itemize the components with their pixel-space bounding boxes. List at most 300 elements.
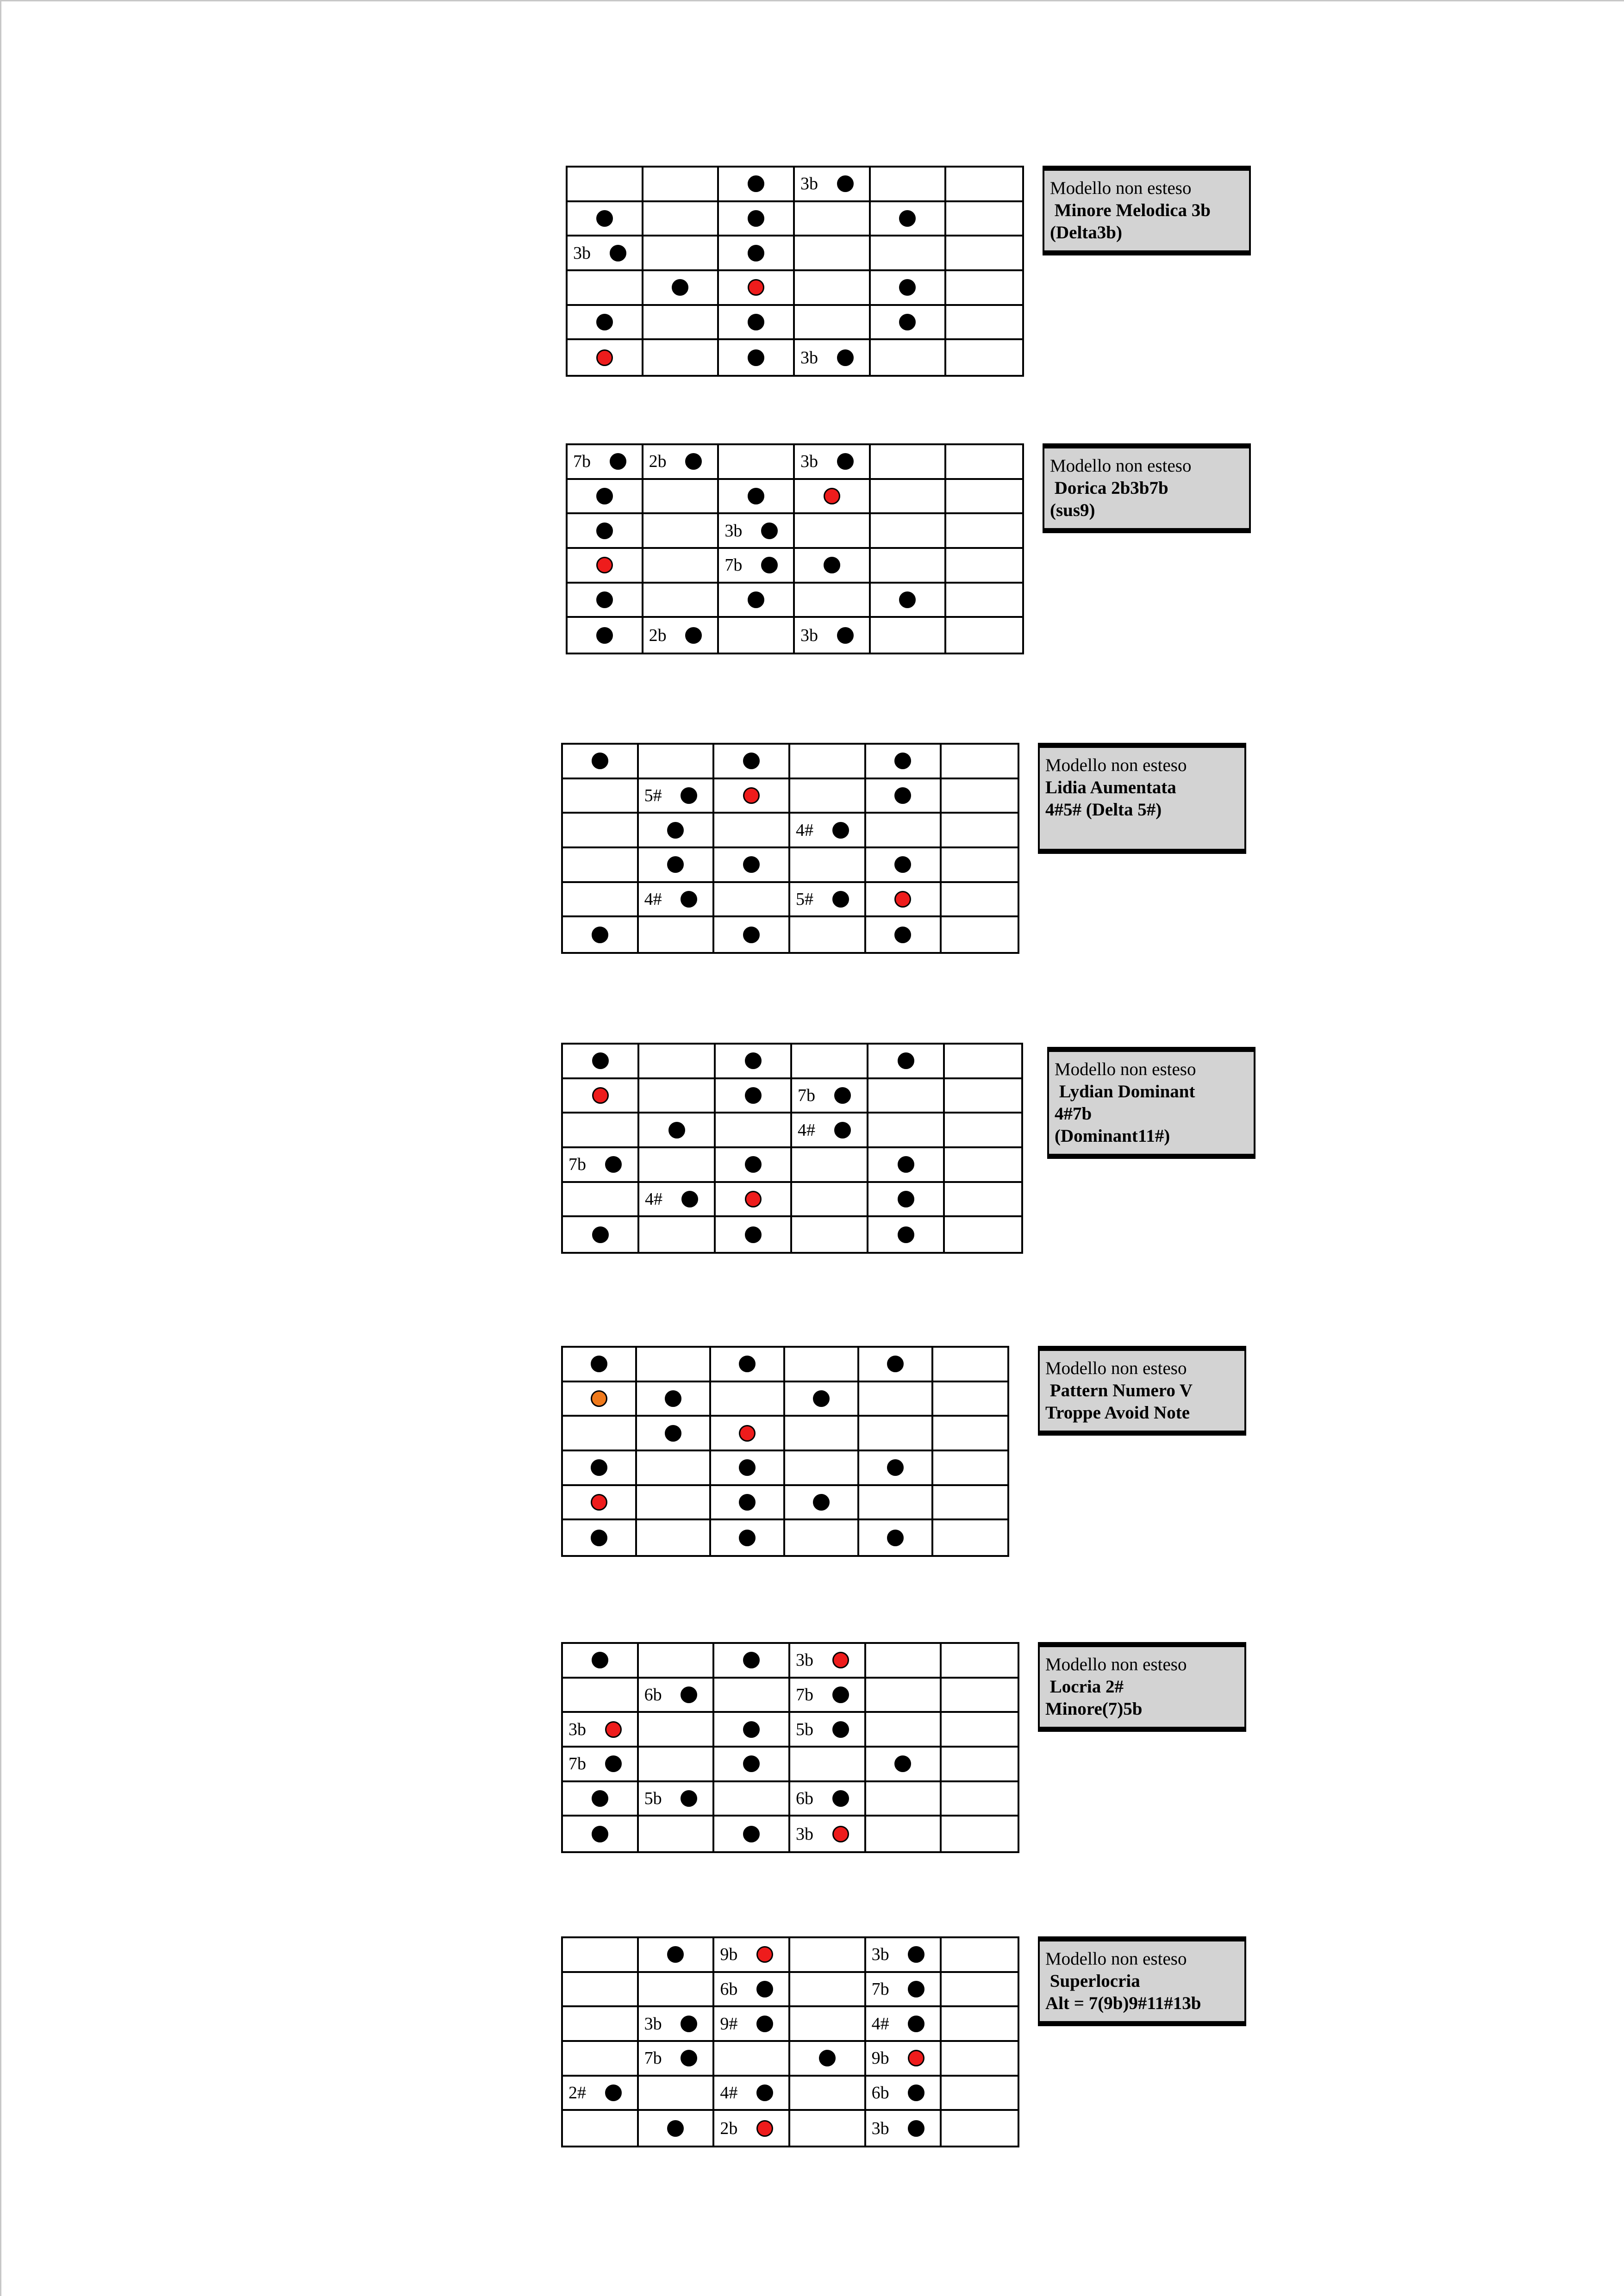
fret-cell (563, 1451, 637, 1486)
fret-cell (785, 1417, 859, 1451)
interval-label: 3b (871, 2118, 889, 2138)
fret-cell (946, 306, 1022, 341)
note-dot (813, 1494, 830, 1511)
note-dot (668, 1122, 685, 1139)
note-dot (813, 1390, 830, 1407)
fret-cell (639, 883, 715, 918)
note-dot (824, 557, 840, 573)
fret-cell (942, 2077, 1018, 2111)
fret-cell (942, 1782, 1018, 1817)
fret-cell (637, 1520, 711, 1555)
fret-cell (790, 1817, 866, 1851)
note-dot (667, 2120, 684, 2137)
fret-cell (945, 1148, 1021, 1183)
fret-cell (790, 1679, 866, 1713)
fret-cell (945, 1217, 1021, 1252)
fret-cell (946, 480, 1022, 515)
fret-cell (868, 1148, 945, 1183)
fret-cell (942, 1817, 1018, 1851)
fret-cell (568, 306, 643, 341)
note-dot (672, 279, 688, 296)
fret-cell (711, 1486, 785, 1521)
note-dot (908, 1981, 924, 1997)
fret-cell (942, 2042, 1018, 2077)
note-dot (605, 1156, 622, 1173)
note-dot (898, 1156, 914, 1173)
fret-cell (942, 883, 1018, 918)
caption-scale-name: Pattern Numero V (1045, 1381, 1193, 1400)
fret-cell (639, 848, 715, 883)
note-dot (756, 2084, 773, 2101)
caption-scale-name: (Dominant11#) (1055, 1126, 1170, 1146)
fret-cell (866, 2077, 942, 2111)
interval-label: 3b (644, 2014, 662, 2034)
caption-model-line: Modello non esteso (1050, 178, 1192, 198)
fret-cell (563, 2007, 639, 2042)
fret-cell (714, 1644, 790, 1679)
note-dot (745, 1087, 762, 1104)
caption-scale-name: 4#5# (Delta 5#) (1045, 800, 1162, 820)
note-dot (665, 1390, 681, 1407)
scale-fretboard-5 (561, 1346, 1009, 1557)
caption-model-line: Modello non esteso (1045, 1655, 1187, 1674)
note-dot (745, 1052, 762, 1069)
fret-cell (568, 480, 643, 515)
fret-cell (714, 1748, 790, 1782)
note-dot (748, 488, 764, 504)
scale-caption-6 (1038, 1642, 1246, 1732)
fret-cell (785, 1451, 859, 1486)
interval-label: 2b (649, 625, 667, 645)
interval-label: 6b (796, 1788, 813, 1808)
fret-cell (933, 1348, 1007, 1382)
fret-cell (639, 917, 715, 952)
note-dot (745, 1226, 762, 1243)
interval-label: 3b (800, 452, 818, 472)
note-dot (894, 1755, 911, 1772)
fret-cell (719, 514, 795, 549)
note-dot (596, 627, 613, 644)
interval-label: 2b (720, 2118, 738, 2138)
note-dot (908, 2120, 924, 2137)
note-dot (743, 1755, 760, 1772)
fret-cell (871, 445, 947, 480)
root-note-dot (748, 279, 764, 296)
fret-cell (719, 584, 795, 618)
fret-cell (866, 1644, 942, 1679)
fret-cell (643, 340, 719, 375)
note-dot (596, 314, 613, 330)
fret-cell (637, 1382, 711, 1417)
caption-scale-name: 4#7b (1055, 1104, 1092, 1124)
interval-label: 4# (796, 820, 813, 840)
fret-cell (868, 1114, 945, 1148)
note-dot (908, 2084, 924, 2101)
note-dot (748, 349, 764, 366)
scale-fretboard-6 (561, 1642, 1019, 1853)
fret-cell (643, 168, 719, 202)
fret-cell (790, 745, 866, 779)
avoid-note-dot (591, 1390, 607, 1407)
note-dot (837, 453, 854, 470)
interval-label: 3b (800, 174, 818, 194)
fret-cell (563, 917, 639, 952)
fret-cell (866, 1748, 942, 1782)
fret-cell (563, 1973, 639, 2008)
note-dot (610, 245, 626, 261)
note-dot (681, 891, 697, 908)
fret-cell (563, 745, 639, 779)
note-dot (899, 210, 916, 227)
fret-cell (946, 514, 1022, 549)
fret-cell (714, 2042, 790, 2077)
fret-cell (790, 2042, 866, 2077)
fret-cell (714, 883, 790, 918)
note-dot (832, 1790, 849, 1807)
note-dot (743, 927, 760, 943)
scale-caption-4 (1047, 1047, 1255, 1159)
interval-label: 3b (800, 625, 818, 645)
note-dot (837, 627, 854, 644)
fret-cell (643, 584, 719, 618)
fret-cell (711, 1451, 785, 1486)
fret-cell (714, 814, 790, 848)
fret-cell (643, 202, 719, 237)
caption-model-line: Modello non esteso (1050, 456, 1192, 476)
fret-cell (568, 445, 643, 480)
fret-cell (714, 2007, 790, 2042)
note-dot (748, 245, 764, 261)
fret-cell (563, 1748, 639, 1782)
note-dot (667, 1946, 684, 1963)
caption-model-line: Modello non esteso (1045, 1949, 1187, 1969)
fret-cell (714, 745, 790, 779)
fret-cell (563, 1782, 639, 1817)
interval-label: 7b (796, 1685, 813, 1705)
fret-cell (639, 1644, 715, 1679)
fret-cell (716, 1148, 792, 1183)
root-note-dot (832, 1652, 849, 1668)
fret-cell (714, 1713, 790, 1748)
interval-label: 3b (796, 1650, 813, 1670)
note-dot (894, 856, 911, 873)
fret-cell (795, 306, 871, 341)
fret-cell (716, 1183, 792, 1218)
fret-cell (714, 2111, 790, 2146)
note-dot (761, 523, 778, 539)
fret-cell (639, 2007, 715, 2042)
caption-scale-name: Minore Melodica 3b (1050, 200, 1211, 220)
fret-cell (711, 1520, 785, 1555)
note-dot (592, 1226, 609, 1243)
fret-cell (866, 848, 942, 883)
fret-cell (945, 1079, 1021, 1114)
note-dot (898, 1052, 914, 1069)
fret-cell (714, 917, 790, 952)
fret-cell (866, 745, 942, 779)
page-edge-top (0, 0, 1624, 1)
fret-cell (866, 1938, 942, 1973)
note-dot (605, 2084, 622, 2101)
fret-cell (792, 1183, 868, 1218)
fret-cell (785, 1382, 859, 1417)
note-dot (819, 2050, 836, 2066)
note-dot (899, 279, 916, 296)
fret-cell (790, 1782, 866, 1817)
interval-label: 5# (644, 785, 662, 805)
note-dot (592, 1652, 608, 1668)
fret-cell (639, 779, 715, 814)
fret-cell (868, 1217, 945, 1252)
fret-cell (942, 2111, 1018, 2146)
fret-cell (942, 1644, 1018, 1679)
note-dot (756, 1981, 773, 1997)
fret-cell (790, 2007, 866, 2042)
note-dot (837, 349, 854, 366)
fret-cell (942, 745, 1018, 779)
interval-label: 6b (871, 2083, 889, 2103)
fret-cell (719, 306, 795, 341)
fret-cell (871, 236, 947, 271)
fret-cell (568, 271, 643, 306)
fret-cell (563, 1520, 637, 1555)
scale-fretboard-4 (561, 1043, 1023, 1254)
note-dot (685, 627, 702, 644)
fret-cell (714, 1782, 790, 1817)
fret-cell (785, 1348, 859, 1382)
fret-cell (563, 1045, 639, 1079)
fret-cell (639, 1973, 715, 2008)
interval-label: 9b (720, 1945, 738, 1965)
fret-cell (719, 202, 795, 237)
note-dot (832, 1686, 849, 1703)
interval-label: 6b (720, 1979, 738, 1999)
fret-cell (795, 480, 871, 515)
fret-cell (716, 1079, 792, 1114)
fret-cell (714, 848, 790, 883)
fret-cell (639, 1817, 715, 1851)
note-dot (739, 1459, 756, 1476)
fret-cell (719, 549, 795, 584)
note-dot (685, 453, 702, 470)
caption-model-line: Modello non esteso (1045, 755, 1187, 775)
note-dot (894, 753, 911, 769)
fret-cell (790, 1938, 866, 1973)
fret-cell (866, 814, 942, 848)
fret-cell (639, 1079, 716, 1114)
note-dot (743, 1826, 760, 1842)
interval-label: 2# (568, 2083, 586, 2103)
fret-cell (637, 1451, 711, 1486)
fret-cell (563, 1644, 639, 1679)
caption-scale-name: Dorica 2b3b7b (1050, 478, 1168, 498)
interval-label: 9b (871, 2048, 889, 2068)
interval-label: 3b (871, 1945, 889, 1965)
fret-cell (946, 618, 1022, 653)
interval-label: 7b (573, 452, 591, 472)
fret-cell (795, 340, 871, 375)
fret-cell (795, 168, 871, 202)
fret-cell (639, 2042, 715, 2077)
fret-cell (866, 1817, 942, 1851)
caption-model-line: Modello non esteso (1045, 1358, 1187, 1378)
fret-cell (795, 549, 871, 584)
fret-cell (871, 340, 947, 375)
fret-cell (945, 1114, 1021, 1148)
fret-cell (792, 1114, 868, 1148)
note-dot (681, 2016, 697, 2032)
fret-cell (792, 1079, 868, 1114)
note-dot (894, 787, 911, 804)
fret-cell (946, 202, 1022, 237)
fret-cell (563, 814, 639, 848)
note-dot (908, 1946, 924, 1963)
fret-cell (790, 883, 866, 918)
note-dot (837, 175, 854, 192)
interval-label: 9# (720, 2014, 738, 2034)
note-dot (592, 753, 608, 769)
interval-label: 4# (720, 2083, 738, 2103)
fret-cell (933, 1382, 1007, 1417)
fret-cell (942, 917, 1018, 952)
note-dot (592, 1826, 608, 1842)
note-dot (899, 591, 916, 608)
interval-label: 5# (796, 889, 813, 909)
note-dot (899, 314, 916, 330)
note-dot (605, 1755, 622, 1772)
fret-cell (790, 1973, 866, 2008)
caption-scale-name: Alt = 7(9b)9#11#13b (1045, 1993, 1201, 2013)
fret-cell (945, 1045, 1021, 1079)
interval-label: 4# (871, 2014, 889, 2034)
fret-cell (563, 2042, 639, 2077)
fret-cell (795, 584, 871, 618)
fret-cell (639, 1679, 715, 1713)
page-edge-left (0, 0, 1, 2296)
fret-cell (714, 1817, 790, 1851)
fret-cell (868, 1183, 945, 1218)
fret-cell (795, 514, 871, 549)
fret-cell (942, 779, 1018, 814)
root-note-dot (605, 1721, 622, 1738)
fret-cell (790, 814, 866, 848)
note-dot (894, 927, 911, 943)
scale-caption-2 (1043, 443, 1251, 533)
fret-cell (946, 271, 1022, 306)
note-dot (681, 1790, 697, 1807)
interval-label: 7b (798, 1085, 815, 1105)
root-note-dot (756, 1946, 773, 1963)
interval-label: 3b (800, 348, 818, 367)
note-dot (887, 1530, 904, 1546)
scale-caption-5 (1038, 1346, 1246, 1436)
fret-cell (866, 2007, 942, 2042)
note-dot (832, 822, 849, 839)
note-dot (748, 175, 764, 192)
fret-cell (563, 1079, 639, 1114)
caption-scale-name: Locria 2# (1045, 1677, 1124, 1697)
fret-cell (711, 1348, 785, 1382)
fret-cell (790, 1644, 866, 1679)
fret-cell (719, 340, 795, 375)
root-note-dot (591, 1494, 607, 1511)
fret-cell (711, 1382, 785, 1417)
scale-caption-1 (1043, 166, 1251, 255)
note-dot (592, 1790, 608, 1807)
fret-cell (568, 202, 643, 237)
fret-cell (637, 1417, 711, 1451)
interval-label: 7b (568, 1754, 586, 1774)
fret-cell (568, 618, 643, 653)
fret-cell (637, 1486, 711, 1521)
fret-cell (859, 1520, 933, 1555)
root-note-dot (745, 1191, 762, 1207)
note-dot (610, 453, 626, 470)
fret-cell (639, 1782, 715, 1817)
fret-cell (568, 584, 643, 618)
fret-cell (942, 1748, 1018, 1782)
fret-cell (946, 445, 1022, 480)
fret-cell (792, 1217, 868, 1252)
fret-cell (945, 1183, 1021, 1218)
note-dot (743, 1721, 760, 1738)
fret-cell (639, 814, 715, 848)
fret-cell (568, 168, 643, 202)
note-dot (834, 1087, 851, 1104)
note-dot (739, 1494, 756, 1511)
fret-cell (785, 1520, 859, 1555)
fret-cell (714, 1679, 790, 1713)
fret-cell (563, 1148, 639, 1183)
fret-cell (563, 1183, 639, 1218)
fret-cell (933, 1451, 1007, 1486)
fret-cell (568, 549, 643, 584)
fret-cell (790, 1713, 866, 1748)
note-dot (665, 1425, 681, 1442)
fret-cell (637, 1348, 711, 1382)
fret-cell (719, 168, 795, 202)
note-dot (591, 1530, 607, 1546)
note-dot (596, 523, 613, 539)
fret-cell (568, 236, 643, 271)
scale-fretboard-1 (566, 166, 1024, 377)
fret-cell (719, 445, 795, 480)
note-dot (748, 314, 764, 330)
root-note-dot (596, 557, 613, 573)
fret-cell (643, 445, 719, 480)
interval-label: 5b (796, 1719, 813, 1739)
fret-cell (563, 1679, 639, 1713)
fret-cell (563, 883, 639, 918)
caption-scale-name: Minore(7)5b (1045, 1699, 1143, 1719)
fret-cell (790, 2111, 866, 2146)
scale-caption-3 (1038, 743, 1246, 854)
fret-cell (866, 883, 942, 918)
fret-cell (933, 1417, 1007, 1451)
fret-cell (859, 1417, 933, 1451)
fret-cell (871, 168, 947, 202)
fret-cell (871, 618, 947, 653)
fret-cell (639, 1713, 715, 1748)
fret-cell (639, 2111, 715, 2146)
fret-cell (790, 917, 866, 952)
caption-model-line: Modello non esteso (1055, 1059, 1196, 1079)
interval-label: 3b (568, 1719, 586, 1739)
fret-cell (871, 271, 947, 306)
note-dot (887, 1356, 904, 1372)
fret-cell (946, 168, 1022, 202)
note-dot (596, 591, 613, 608)
